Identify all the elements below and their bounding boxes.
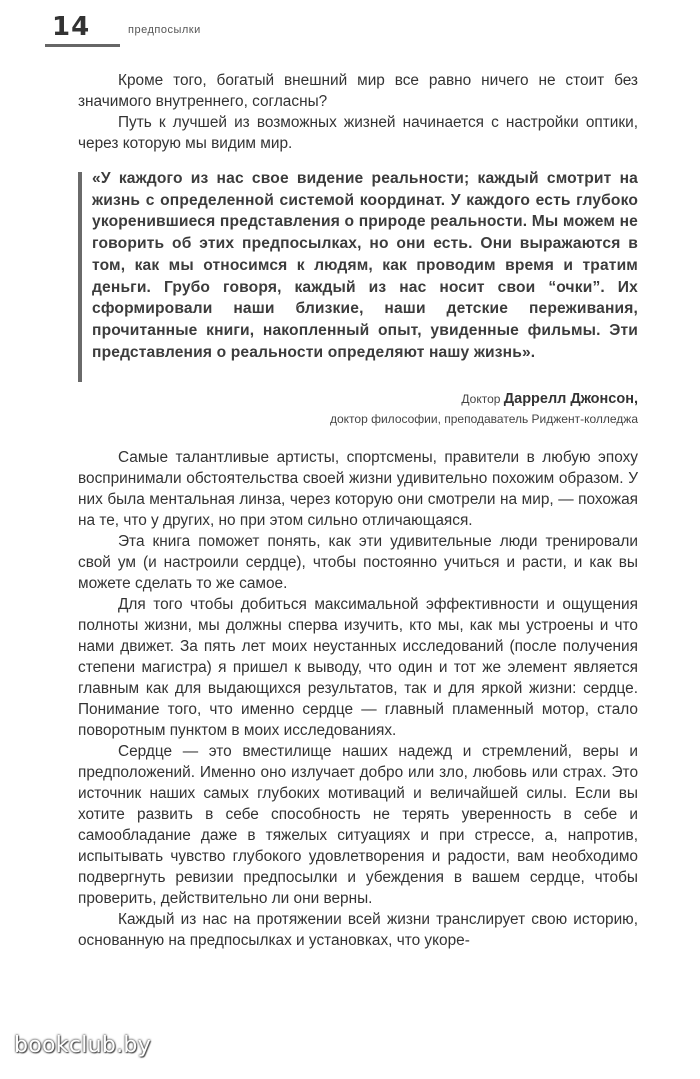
author-name: Даррелл Джонсон, [503, 391, 638, 408]
paragraph-1: Самые талантливые артисты, спортсмены, правители в любую эпоху воспринимали обстоятельства своей жизни удивительно похожим образом. У них была ментальная линза, через которую они смотрели на мир, — похожая на те, что у других, но при этом сильно отличающаяся. [78, 449, 638, 530]
page-number: 14 [52, 12, 91, 42]
quote-bar [78, 172, 82, 382]
paragraph-5: Каждый из нас на протяжении всей жизни транслирует свою историю, основанную на предпосылках и установках, что укоре- [78, 911, 638, 950]
author-title: доктор философии, преподаватель Риджент-колледжа [330, 412, 638, 427]
author-prefix: Доктор [461, 392, 504, 407]
page-body [78, 70, 638, 951]
epigraph-quote [78, 168, 638, 363]
paragraph-3: Для того чтобы добиться максимальной эффективности и ощущения полноты жизни, мы должны сперва изучить, кто мы, как мы устроены и что нами движет. За пять лет моих неустанных исследований (после получения степени магистра) я пришел к выводу, что один и тот же элемент является главным как для выдающихся результатов, так и для яркой жизни: сердце. Понимание того, что именно сердце — главный пламенный мотор, стало поворотным пунктом в моих исследованиях. [78, 596, 638, 740]
header-rule [45, 44, 120, 47]
paragraph-4: Сердце — это вместилище наших надежд и стремлений, веры и предположений. Именно оно излучает добро или зло, любовь или страх. Это источник наших самых глубоких мотиваций и величайшей силы. Если вы хотите развить в себе способность не терять уверенность в себе и самообладание даже в тяжелых ситуациях и при стрессе, а, напротив, испытывать чувство глубокого удовлетворения и радости, вам необходимо подвергнуть ревизии предпосылки и убеждения в вашем сердце, чтобы проверить, действительно ли они верны. [78, 743, 638, 908]
quote-attribution [78, 389, 638, 429]
quote-text: «У каждого из нас свое видение реальности; каждый смотрит на жизнь с определенной системой координат. У каждого есть глубоко укоренившиеся представления о природе реальности. Мы можем не говорить об этих предпосылках, но они есть. Они выражаются в том, как мы относимся к людям, как проводим время и тратим деньги. Грубо говоря, каждый из нас носит свои “очки”. Их сформировали наши близкие, наши детские переживания, прочитанные книги, накопленный опыт, увиденные фильмы. Эти представления о реальности определяют нашу жизнь». [92, 170, 638, 361]
running-head: предпосылки [128, 24, 201, 36]
main-text [78, 447, 638, 951]
attribution-line [78, 389, 638, 409]
intro-paragraph-1: Кроме того, богатый внешний мир все равно ничего не стоит без значимого внутреннего, согласны? [78, 72, 638, 110]
paragraph-2: Эта книга поможет понять, как эти удивительные люди тренировали свой ум (и настроили сердце), чтобы постоянно учиться и расти, и как вы можете сделать то же самое. [78, 533, 638, 593]
page-header [0, 0, 700, 50]
site-watermark: bookclub.by [14, 1033, 152, 1058]
intro-paragraph-2: Путь к лучшей из возможных жизней начинается с настройки оптики, через которую мы видим мир. [78, 114, 638, 152]
